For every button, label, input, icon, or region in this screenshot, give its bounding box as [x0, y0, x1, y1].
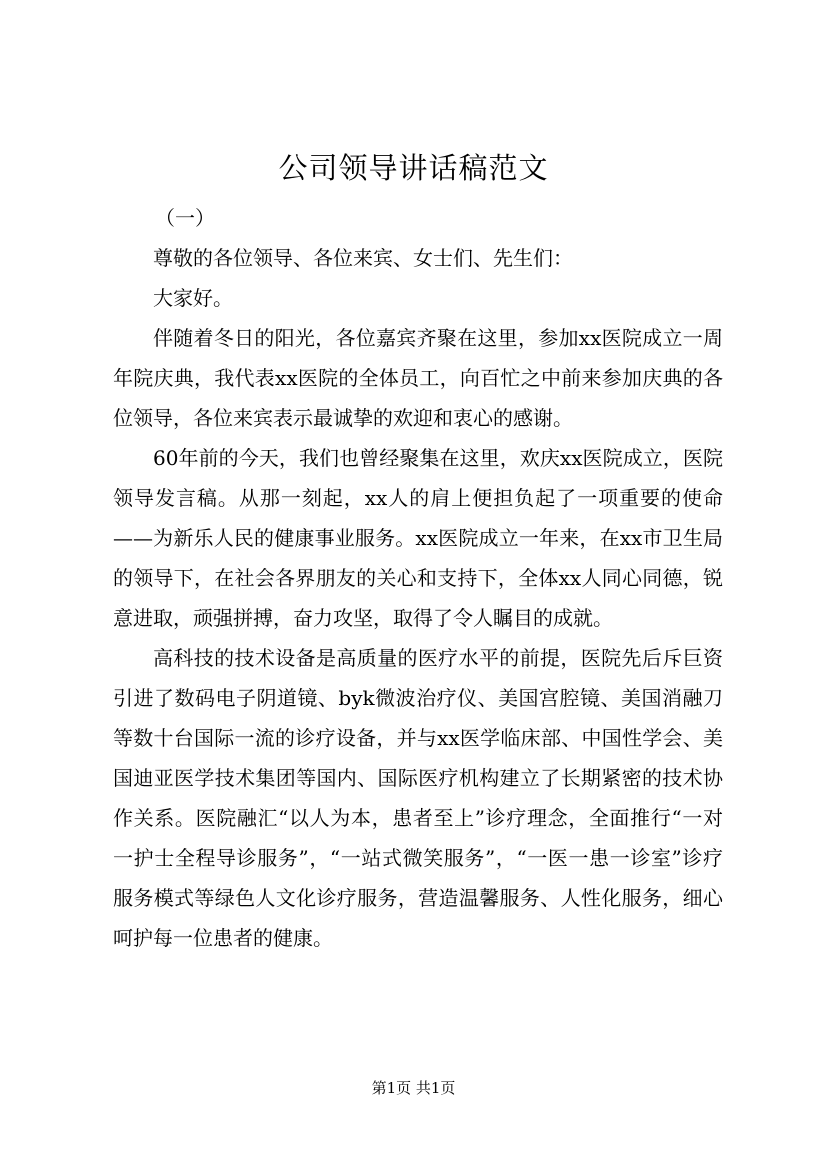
page-footer: 第1页 共1页: [371, 1079, 456, 1097]
paragraph-history: 60年前的今天，我们也曾经聚集在这里，欢庆xx医院成立，医院领导发言稿。从那一刻起，xx人的肩上便担负起了一项重要的使命——为新乐人民的健康事业服务。xx医院成立一年来，在xx市卫生局的领导下，在社会各界朋友的关心和支持下，全体xx人同心同德，锐意进取，顽强拼搏，奋力攻坚，取得了令人瞩目的成就。: [113, 446, 723, 630]
document-body: [113, 198, 723, 958]
paragraph-opening: 伴随着冬日的阳光，各位嘉宾齐聚在这里，参加xx医院成立一周年院庆典，我代表xx医院的全体员工，向百忙之中前来参加庆典的各位领导，各位来宾表示最诚挚的欢迎和衷心的感谢。: [113, 326, 723, 430]
greeting-line: 尊敬的各位领导、各位来宾、女士们、先生们：: [153, 246, 573, 270]
section-number: （一）: [155, 206, 215, 230]
greeting-hello: 大家好。: [153, 286, 233, 310]
document-title: 公司领导讲话稿范文: [278, 151, 549, 185]
paragraph-equipment: 高科技的技术设备是高质量的医疗水平的前提，医院先后斥巨资引进了数码电子阴道镜、byk微波治疗仪、美国宫腔镜、美国消融刀等数十台国际一流的诊疗设备，并与xx医学临床部、中国性学会、美国迪亚医学技术集团等国内、国际医疗机构建立了长期紧密的技术协作关系。医院融汇“以人为本，患者至上”诊疗理念，全面推行“一对一护士全程导诊服务”，“一站式微笑服务”，“一医一患一诊室”诊疗服务模式等绿色人文化诊疗服务，营造温馨服务、人性化服务，细心呵护每一位患者的健康。: [113, 646, 723, 950]
